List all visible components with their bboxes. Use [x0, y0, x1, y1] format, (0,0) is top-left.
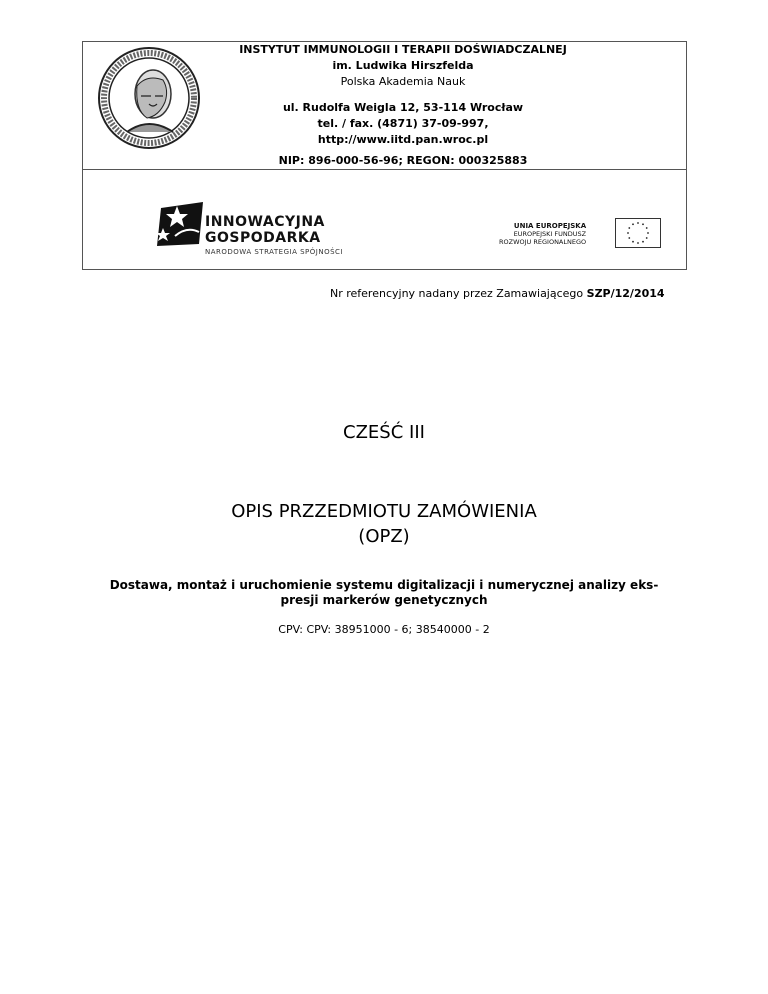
eu-text — [499, 222, 586, 246]
institute-academy: Polska Akademia Nauk — [340, 75, 466, 88]
institute-address: ul. Rudolfa Weigla 12, 53-114 Wrocław — [282, 101, 524, 114]
reference-value: SZP/12/2014 — [586, 287, 665, 300]
ig-line3: NARODOWA STRATEGIA SPÓJNOŚCI — [205, 248, 343, 256]
ig-line2: GOSPODARKA — [205, 230, 321, 246]
header-divider — [83, 169, 686, 170]
institute-phone: tel. / fax. (4871) 37-09-997, — [317, 117, 489, 130]
cpv-codes: CPV: CPV: 38951000 - 6; 38540000 - 2 — [278, 623, 490, 636]
document-title-abbrev: (OPZ) — [358, 526, 410, 547]
reference-number — [330, 287, 665, 300]
eu-flag-icon — [615, 218, 661, 248]
subject-line2: presji markerów genetycznych — [280, 593, 488, 607]
institute-seal-icon — [97, 46, 201, 150]
document-subject — [96, 578, 672, 608]
letterhead-box — [82, 41, 687, 270]
institute-name: INSTYTUT IMMUNOLOGII I TERAPII DOŚWIADCZALNEJ — [239, 43, 567, 56]
document-part: CZEŚĆ III — [343, 422, 425, 443]
ig-line1: INNOWACYJNA — [205, 214, 325, 230]
eu-line2: EUROPEJSKI FUNDUSZ — [513, 230, 587, 238]
document-title: OPIS PRZZEDMIOTU ZAMÓWIENIA — [231, 501, 537, 522]
innovative-economy-text — [205, 214, 343, 256]
subject-line1: Dostawa, montaż i uruchomienie systemu digitalizacji i numerycznej analizy eks- — [109, 578, 659, 592]
reference-label: Nr referencyjny nadany przez Zamawiającego — [330, 287, 584, 300]
institute-patron: im. Ludwika Hirszfelda — [332, 59, 474, 72]
eu-line1: UNIA EUROPEJSKA — [513, 222, 587, 230]
institute-website: http://www.iitd.pan.wroc.pl — [317, 133, 489, 146]
innovative-economy-logo-icon — [153, 198, 209, 250]
institute-registry: NIP: 896-000-56-96; REGON: 000325883 — [278, 154, 528, 167]
eu-line3: ROZWOJU REGIONALNEGO — [499, 238, 587, 246]
